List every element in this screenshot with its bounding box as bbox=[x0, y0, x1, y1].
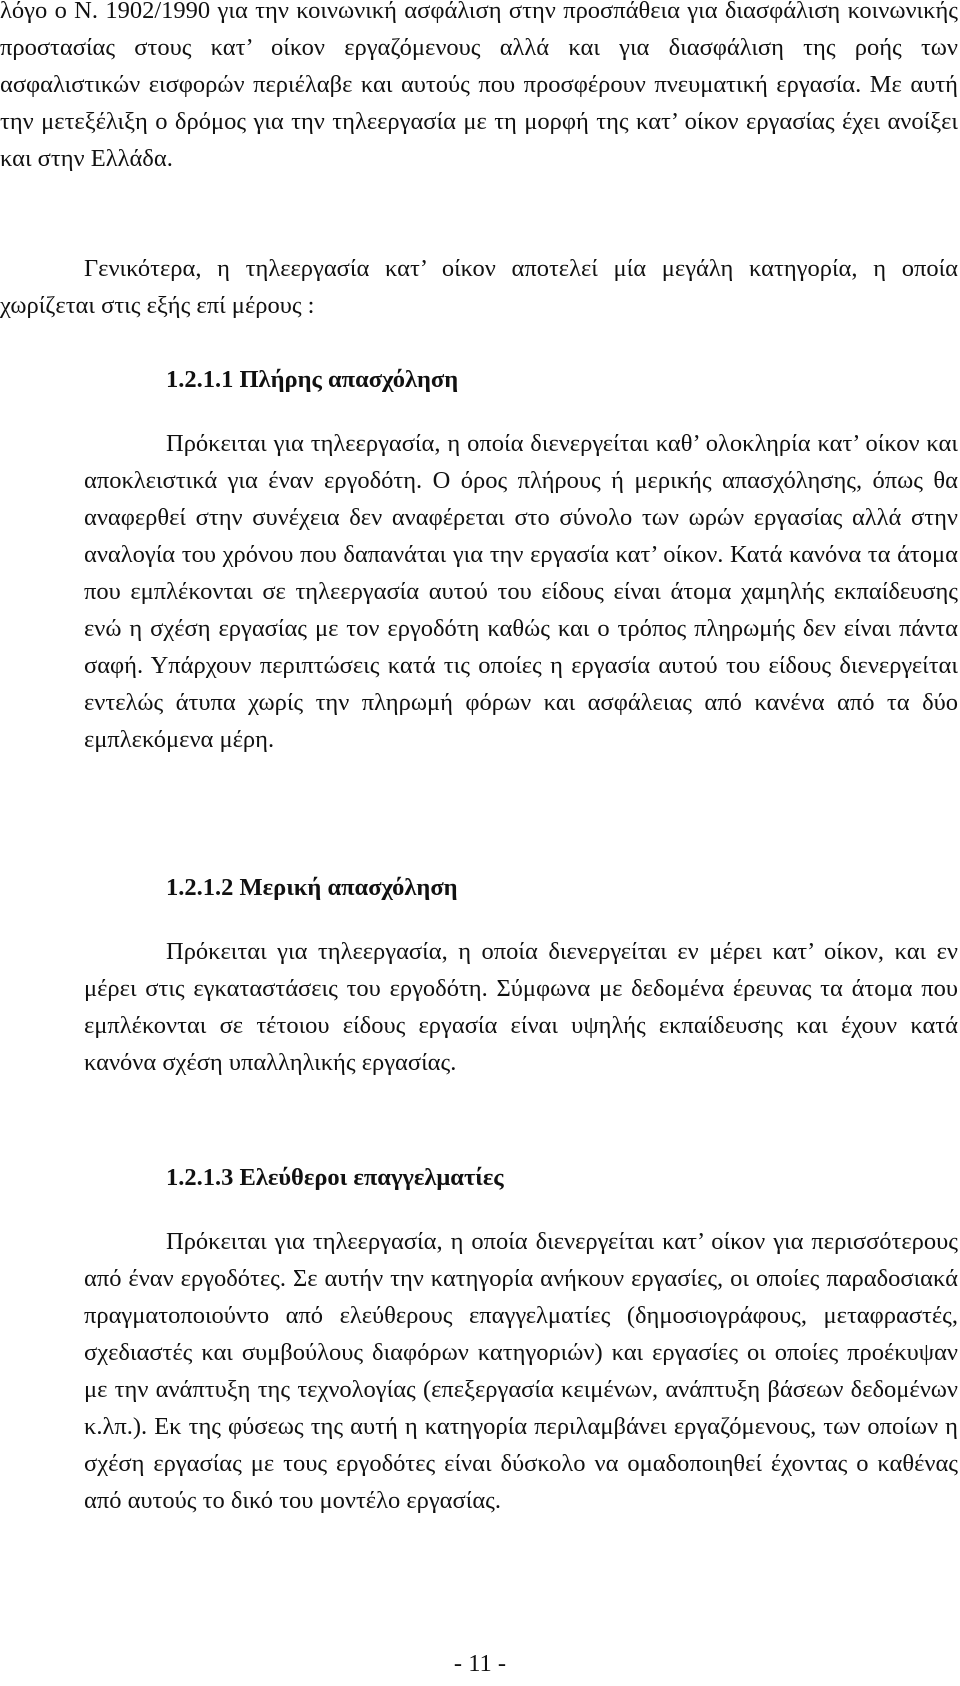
section-heading-full-time: 1.2.1.1 Πλήρης απασχόληση bbox=[166, 366, 459, 393]
section-text-freelancers: Πρόκειται για τηλεεργασία, η οποία διενεργείται κατ’ οίκον για περισσότερους από έναν εργοδότες. Σε αυτήν την κατηγορία ανήκουν εργασίες, οι οποίες παραδοσιακά πραγματοποιούντο από ελεύθερους επαγγελματίες (δημοσιογράφους, μεταφραστές, σχεδιαστές και συμβούλους διαφόρων κατηγοριών) και εργασίες οι οποίες προέκυψαν με την ανάπτυξη της τεχνολογίας (επεξεργασία κειμένων, ανάπτυξη βάσεων δεδομένων κ.λπ.). Εκ της φύσεως της αυτή η κατηγορία περιλαμβάνει εργαζόμενους, των οποίων η σχέση εργασίας με τους εργοδότες είναι δύσκολο να ομαδοποιηθεί έχοντας ο καθένας από αυτούς το δικό του μοντέλο εργασίας. bbox=[84, 1228, 958, 1514]
continuation-paragraph: λόγο ο Ν. 1902/1990 για την κοινωνική ασφάλιση στην προσπάθεια για διασφάλιση κοινωνικής προστασίας στους κατ’ οίκον εργαζόμενους αλλά και για διασφάλιση της ροής των ασφαλιστικών εισφορών περιέλαβε και αυτούς που προσφέρουν πνευματική εργασία. Με αυτή την μετεξέλιξη ο δρόμος για την τηλεεργασία με τη μορφή της κατ’ οίκον εργασίας έχει ανοίξει και στην Ελλάδα. bbox=[0, 0, 958, 172]
section-text-part-time: Πρόκειται για τηλεεργασία, η οποία διενεργείται εν μέρει κατ’ οίκον, και εν μέρει στις εγκαταστάσεις του εργοδότη. Σύμφωνα με δεδομένα έρευνας τα άτομα που εμπλέκονται σε τέτοιου είδους εργασία είναι υψηλής εκπαίδευσης και έχουν κατά κανόνα σχέση υπαλληλικής εργασίας. bbox=[84, 938, 958, 1076]
section-heading-freelancers: 1.2.1.3 Ελεύθεροι επαγγελματίες bbox=[166, 1164, 504, 1191]
section-text-full-time: Πρόκειται για τηλεεργασία, η οποία διενεργείται καθ’ ολοκληρία κατ’ οίκον και αποκλειστικά για έναν εργοδότη. Ο όρος πλήρους ή μερικής απασχόλησης, όπως θα αναφερθεί στην συνέχεια δεν αναφέρεται στο σύνολο των ωρών εργασίας αλλά στην αναλογία του χρόνου που δαπανάται για την εργασία κατ’ οίκον. Κατά κανόνα τα άτομα που εμπλέκονται σε τηλεεργασία αυτού του είδους είναι άτομα χαμηλής εκπαίδευσης ενώ η σχέση εργασίας με τον εργοδότη καθώς και ο τρόπος πληρωμής δεν είναι πάντα σαφή. Υπάρχουν περιπτώσεις κατά τις οποίες η εργασία αυτού του είδους διενεργείται εντελώς άτυπα χωρίς την πληρωμή φόρων και ασφάλειας από κανένα από τα δύο εμπλεκόμενα μέρη. bbox=[84, 430, 958, 753]
page-number: - 11 - bbox=[453, 1650, 507, 1677]
intro-paragraph: Γενικότερα, η τηλεεργασία κατ’ οίκον αποτελεί μία μεγάλη κατηγορία, η οποία χωρίζεται στις εξής επί μέρους : bbox=[0, 255, 958, 319]
section-heading-part-time: 1.2.1.2 Μερική απασχόληση bbox=[166, 874, 458, 901]
